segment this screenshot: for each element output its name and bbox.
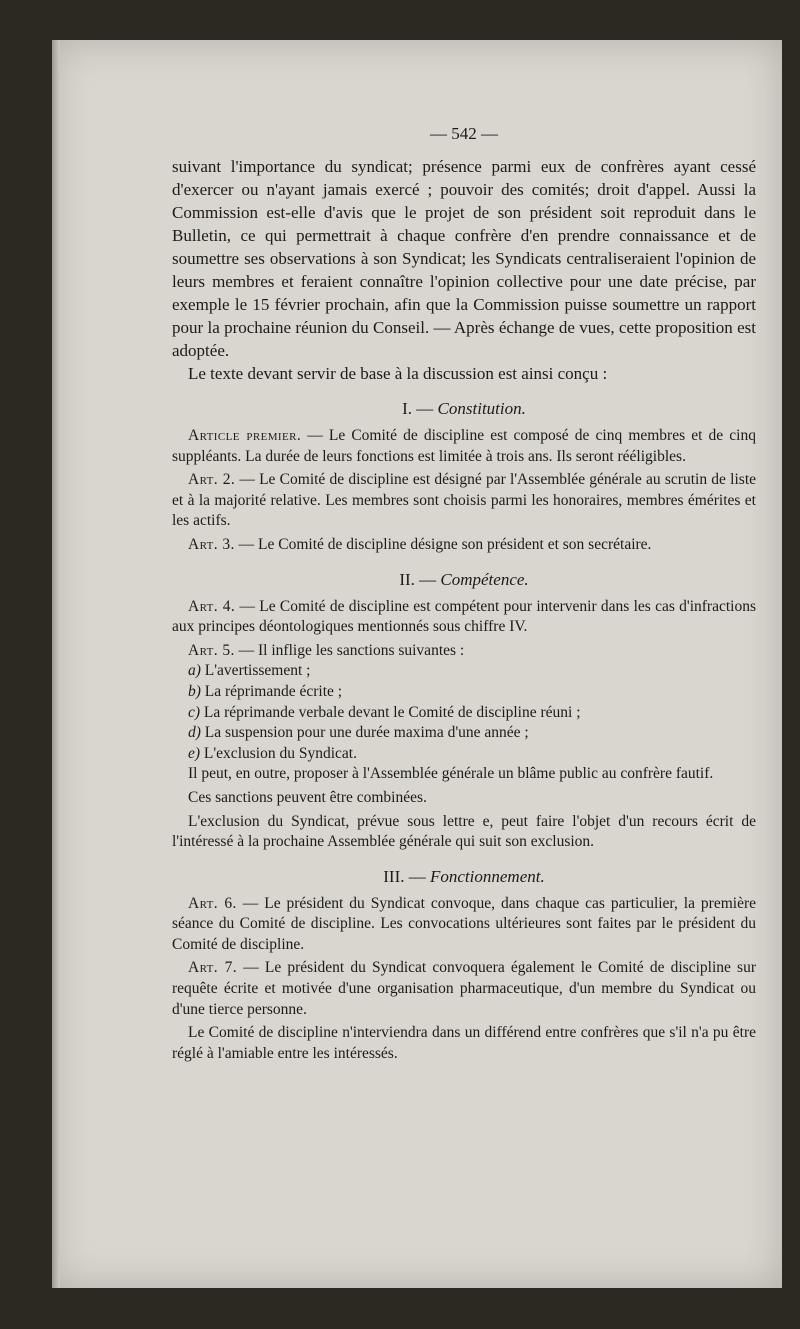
section-title: Constitution. — [437, 399, 526, 418]
article-2 — [172, 470, 756, 532]
article-4 — [172, 597, 756, 638]
section-title: Compétence. — [440, 569, 529, 589]
sanction-letter: b) — [188, 682, 201, 700]
section-number: I. — — [402, 399, 434, 418]
article-label: Art. 7. — [188, 959, 238, 977]
sanction-letter: e) — [188, 744, 201, 762]
sanction-text: La suspension pour une durée maxima d'une année ; — [200, 724, 529, 742]
sanction-item — [172, 744, 756, 765]
article-text: — Le Comité de discipline est désigné par l'Assemblée générale au scrutin de liste et à la majorité relative. Les membres sont choisis parmi les honoraires, membres émérites et les actifs. — [172, 471, 757, 530]
article-label: Art. 3. — [188, 535, 235, 553]
article-text: — Le Comité de discipline désigne son président et son secrétaire. — [234, 535, 652, 553]
sanction-letter: d) — [188, 724, 201, 742]
sanction-item — [172, 682, 756, 703]
intro-paragraph: suivant l'importance du syndicat; présence parmi eux de confrères ayant cessé d'exercer ou n'ayant jamais exercé ; pouvoir des comités; droit d'appel. Aussi la Commission est-elle d'avis que le projet de son président soit reproduit dans le Bulletin, ce qui permettrait à chaque confrère d'en prendre connaissance et de soumettre ses observations à son Syndicat; les Syndicats centraliseraient l'opinion de leurs membres et feraient connaître l'opinion collective pour une date précise, par exemple le 15 février prochain, afin que la Commission puisse soumettre un rapport pour la prochaine réunion du Conseil. — Après échange de vues, cette proposition est adoptée. — [172, 157, 756, 360]
document-page — [52, 40, 782, 1288]
sanction-letter: c) — [188, 703, 201, 721]
article-label: Art. 2. — [188, 471, 236, 489]
section-number: II. — — [399, 569, 437, 589]
sanction-text: La réprimande écrite ; — [200, 682, 343, 700]
sanction-item — [172, 661, 756, 682]
section-number: III. — — [383, 866, 426, 886]
text-block — [172, 122, 756, 1064]
section-heading-constitution — [172, 397, 756, 420]
article-label: Art. 4. — [188, 597, 236, 615]
section-title: Fonctionnement. — [430, 866, 545, 886]
article-label: Article premier. — [188, 427, 302, 444]
intro-lead-in: Le texte devant servir de base à la discussion est ainsi conçu : — [188, 364, 608, 383]
sanction-item — [172, 723, 756, 744]
article-7 — [172, 958, 756, 1020]
article-5-paragraph: Ces sanctions peuvent être combinées. — [188, 788, 427, 806]
article-1 — [172, 426, 756, 467]
article-6 — [172, 894, 756, 956]
article-text: — Il inflige les sanctions suivantes : — [234, 641, 465, 659]
article-5-paragraph: Il peut, en outre, proposer à l'Assemblée générale un blâme public au confrère fautif. — [188, 765, 714, 783]
sanction-text: La réprimande verbale devant le Comité de discipline réuni ; — [200, 703, 581, 721]
article-label: Art. 6. — [188, 894, 237, 912]
article-3 — [172, 535, 756, 556]
article-7-paragraph: Le Comité de discipline n'interviendra dans un différend entre confrères que s'il n'a pu être réglé à l'amiable entre les intéressés. — [172, 1024, 756, 1062]
page-number: — 542 — — [430, 124, 498, 143]
article-5 — [172, 641, 756, 662]
article-label: Art. 5. — [188, 641, 235, 659]
sanction-text: L'avertissement ; — [200, 662, 311, 680]
article-text: — Le Comité de discipline est compétent pour intervenir dans les cas d'infractions aux principes déontologiques mentionnés sous chiffre IV. — [172, 597, 756, 636]
article-text: — Le président du Syndicat convoquera également le Comité de discipline sur requête écrite et motivée d'une organisation pharmaceutique, d'un membre du Syndicat ou d'une tierce personne. — [172, 959, 756, 1018]
sanction-text: L'exclusion du Syndicat. — [200, 744, 357, 762]
article-text: — Le Comité de discipline est composé de cinq membres et de cinq suppléants. La durée de leurs fonctions est limitée à trois ans. Ils seront rééligibles. — [172, 427, 756, 465]
article-text: — Le président du Syndicat convoque, dans chaque cas particulier, la première séance du Comité de discipline. Les convocations ultérieures sont faites par le président du Comité de discipline. — [172, 894, 757, 953]
article-5-paragraph: L'exclusion du Syndicat, prévue sous lettre e, peut faire l'objet d'un recours écrit de l'intéressé à la prochaine Assemblée générale qui suit son exclusion. — [172, 812, 756, 851]
page-binding-edge — [52, 40, 60, 1288]
section-heading-competence — [172, 568, 756, 591]
sanction-item — [172, 703, 756, 724]
sanction-letter: a) — [188, 662, 201, 680]
section-heading-fonctionnement — [172, 865, 756, 888]
